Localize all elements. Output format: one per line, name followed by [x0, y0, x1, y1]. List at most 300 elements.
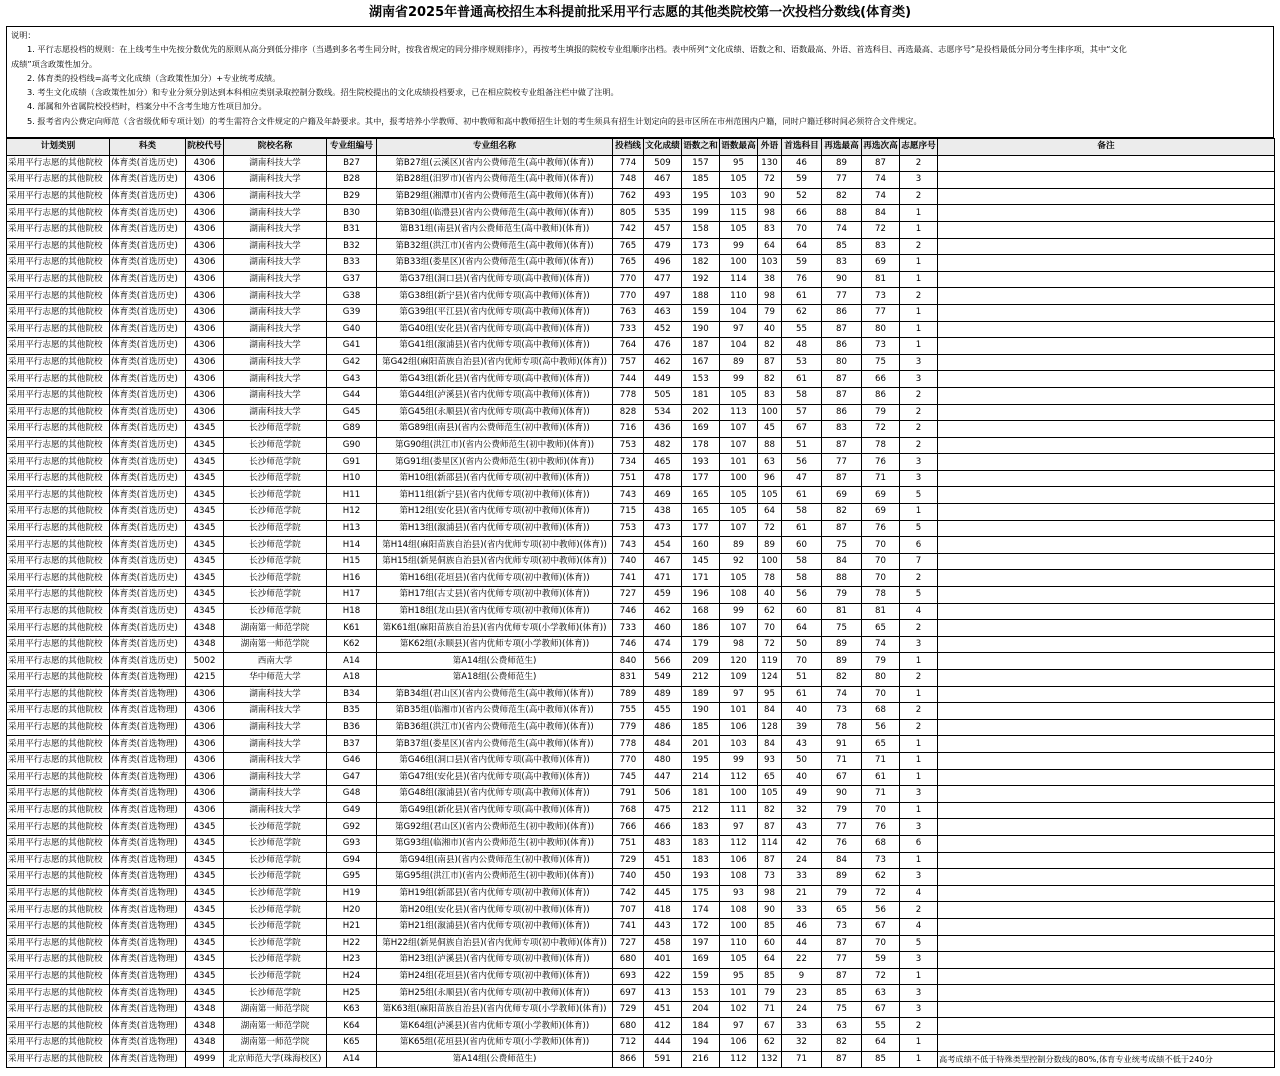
cell-chinese-math-sum: 190 — [682, 321, 720, 338]
note-item-5: 5. 报考省内公费定向师范（含省级优师专项计划）的考生需符合文件规定的户籍及年龄要求。其中，报考培养小学教师、初中教师和高中教师招生计划的考生须具有招生计划定向的县市区所在市州范围内户籍，同时户籍迁移时间必须符合文件规定。 — [27, 115, 922, 126]
cell-first-subject: 50 — [782, 752, 822, 769]
table-row — [7, 786, 1275, 803]
cell-chinese-math-sum: 177 — [682, 470, 720, 487]
cell-foreign-language: 90 — [758, 188, 782, 205]
table-row — [7, 188, 1275, 205]
cell-second-next: 76 — [862, 520, 900, 537]
cell-school-name: 湖南科技大学 — [224, 736, 327, 753]
cell-second-next: 83 — [862, 238, 900, 255]
cell-school-name: 北京师范大学(珠海校区) — [224, 1051, 327, 1068]
cell-second-next: 64 — [862, 1035, 900, 1052]
cell-remarks — [938, 304, 1275, 321]
cell-cutoff-score: 741 — [613, 918, 644, 935]
cell-culture-score: 478 — [644, 470, 682, 487]
cell-first-subject: 61 — [782, 520, 822, 537]
cell-chinese-math-max: 101 — [720, 454, 758, 471]
cell-plan-type: 采用平行志愿的其他院校 — [7, 271, 110, 288]
cell-preference-order: 1 — [900, 752, 938, 769]
cell-group-code: G39 — [327, 304, 377, 321]
cell-group-code: G40 — [327, 321, 377, 338]
cell-school-code: 4345 — [186, 852, 224, 869]
cell-second-max: 85 — [822, 238, 862, 255]
cell-second-next: 85 — [862, 1051, 900, 1068]
cell-school-code: 4345 — [186, 835, 224, 852]
cell-culture-score: 412 — [644, 1018, 682, 1035]
cell-group-name: 第H14组(麻阳苗族自治县)(省内优师专项(初中教师)(体育)) — [377, 537, 613, 554]
cell-group-name: 第K61组(麻阳苗族自治县)(省内优师专项(小学教师)(体育)) — [377, 620, 613, 637]
cell-first-subject: 62 — [782, 304, 822, 321]
cell-cutoff-score: 712 — [613, 1035, 644, 1052]
cell-preference-order: 1 — [900, 221, 938, 238]
cell-school-name: 长沙师范学院 — [224, 935, 327, 952]
cell-foreign-language: 70 — [758, 620, 782, 637]
cell-plan-type: 采用平行志愿的其他院校 — [7, 769, 110, 786]
cell-remarks — [938, 338, 1275, 355]
cell-chinese-math-sum: 173 — [682, 238, 720, 255]
cell-group-code: H16 — [327, 570, 377, 587]
cell-culture-score: 418 — [644, 902, 682, 919]
table-row — [7, 968, 1275, 985]
table-row — [7, 1051, 1275, 1068]
cell-group-code: G41 — [327, 338, 377, 355]
cell-foreign-language: 79 — [758, 304, 782, 321]
cell-plan-type: 采用平行志愿的其他院校 — [7, 670, 110, 687]
cell-foreign-language: 132 — [758, 1051, 782, 1068]
cell-cutoff-score: 831 — [613, 670, 644, 687]
cell-plan-type: 采用平行志愿的其他院校 — [7, 852, 110, 869]
cell-group-name: 第G47组(安化县)(省内优师专项(高中教师)(体育)) — [377, 769, 613, 786]
cell-second-next: 72 — [862, 885, 900, 902]
cell-group-code: K65 — [327, 1035, 377, 1052]
cell-cutoff-score: 742 — [613, 221, 644, 238]
cell-foreign-language: 98 — [758, 205, 782, 222]
cell-second-next: 66 — [862, 371, 900, 388]
cell-chinese-math-sum: 212 — [682, 670, 720, 687]
cell-group-name: 第G91组(娄星区)(省内公费师范生(初中教师)(体育)) — [377, 454, 613, 471]
cell-chinese-math-max: 101 — [720, 703, 758, 720]
cell-chinese-math-max: 111 — [720, 802, 758, 819]
cell-plan-type: 采用平行志愿的其他院校 — [7, 553, 110, 570]
cell-school-name: 长沙师范学院 — [224, 454, 327, 471]
cell-group-name: 第H19组(新邵县)(省内优师专项(初中教师)(体育)) — [377, 885, 613, 902]
cell-school-name: 湖南第一师范学院 — [224, 636, 327, 653]
cell-chinese-math-max: 105 — [720, 570, 758, 587]
cell-subject-category: 体育类(首选历史) — [110, 653, 186, 670]
cell-school-code: 4306 — [186, 221, 224, 238]
cell-subject-category: 体育类(首选历史) — [110, 172, 186, 189]
cell-group-name: 第A14组(公费师范生) — [377, 653, 613, 670]
note-item-1: 1. 平行志愿投档的规则：在上线考生中先按分数优先的原则从高分到低分排序（当遇到多名考生同分时，按我省规定的同分排序规则排序），再按考生填报的院校专业组顺序出档。表中所列“文化成绩、语数之和、语数最高、外语、首选科目、再选最高、志愿序号”是投档最低分同分考生排序项，其中“文化 — [27, 44, 1127, 55]
cell-chinese-math-sum: 189 — [682, 686, 720, 703]
cell-plan-type: 采用平行志愿的其他院校 — [7, 537, 110, 554]
cell-group-name: 第H10组(新邵县)(省内优师专项(初中教师)(体育)) — [377, 470, 613, 487]
cell-second-next: 87 — [862, 155, 900, 172]
cell-plan-type: 采用平行志愿的其他院校 — [7, 835, 110, 852]
cell-second-max: 87 — [822, 935, 862, 952]
cell-remarks — [938, 155, 1275, 172]
cell-culture-score: 473 — [644, 520, 682, 537]
cell-school-code: 4306 — [186, 255, 224, 272]
cell-preference-order: 2 — [900, 437, 938, 454]
cell-subject-category: 体育类(首选历史) — [110, 520, 186, 537]
cell-second-max: 73 — [822, 918, 862, 935]
table-row — [7, 288, 1275, 305]
cell-culture-score: 474 — [644, 636, 682, 653]
cell-plan-type: 采用平行志愿的其他院校 — [7, 487, 110, 504]
cell-cutoff-score: 697 — [613, 985, 644, 1002]
cell-chinese-math-max: 112 — [720, 769, 758, 786]
cell-first-subject: 24 — [782, 852, 822, 869]
cell-subject-category: 体育类(首选历史) — [110, 437, 186, 454]
cell-school-code: 4345 — [186, 537, 224, 554]
cell-second-next: 69 — [862, 255, 900, 272]
cell-culture-score: 460 — [644, 620, 682, 637]
note-item-1-continued: 成绩”项含政策性加分。 — [11, 58, 98, 69]
cell-remarks — [938, 835, 1275, 852]
cell-plan-type: 采用平行志愿的其他院校 — [7, 752, 110, 769]
cell-first-subject: 60 — [782, 537, 822, 554]
cell-culture-score: 493 — [644, 188, 682, 205]
cell-second-max: 77 — [822, 454, 862, 471]
cell-cutoff-score: 733 — [613, 321, 644, 338]
cell-second-next: 56 — [862, 902, 900, 919]
cell-group-name: 第A18组(公费师范生) — [377, 670, 613, 687]
cell-foreign-language: 79 — [758, 985, 782, 1002]
cell-plan-type: 采用平行志愿的其他院校 — [7, 221, 110, 238]
cell-group-name: 第G45组(永顺县)(省内优师专项(高中教师)(体育)) — [377, 404, 613, 421]
cell-subject-category: 体育类(首选物理) — [110, 869, 186, 886]
table-row — [7, 1035, 1275, 1052]
cell-first-subject: 33 — [782, 902, 822, 919]
table-row — [7, 736, 1275, 753]
cell-plan-type: 采用平行志愿的其他院校 — [7, 288, 110, 305]
cell-culture-score: 454 — [644, 537, 682, 554]
cell-first-subject: 71 — [782, 1051, 822, 1068]
cell-foreign-language: 87 — [758, 354, 782, 371]
cell-plan-type: 采用平行志愿的其他院校 — [7, 587, 110, 604]
cell-cutoff-score: 755 — [613, 703, 644, 720]
cell-chinese-math-sum: 172 — [682, 918, 720, 935]
cell-group-code: H13 — [327, 520, 377, 537]
cell-second-max: 80 — [822, 354, 862, 371]
cell-remarks — [938, 869, 1275, 886]
table-row — [7, 304, 1275, 321]
cell-group-name: 第G95组(洪江市)(省内公费师范生(初中教师)(体育)) — [377, 869, 613, 886]
cell-subject-category: 体育类(首选历史) — [110, 238, 186, 255]
cell-second-next: 72 — [862, 421, 900, 438]
cell-second-next: 55 — [862, 1018, 900, 1035]
cell-subject-category: 体育类(首选历史) — [110, 587, 186, 604]
cell-group-name: 第H18组(龙山县)(省内优师专项(初中教师)(体育)) — [377, 603, 613, 620]
cell-plan-type: 采用平行志愿的其他院校 — [7, 570, 110, 587]
cell-foreign-language: 60 — [758, 935, 782, 952]
cell-school-name: 湖南科技大学 — [224, 719, 327, 736]
cell-cutoff-score: 733 — [613, 620, 644, 637]
cell-chinese-math-sum: 145 — [682, 553, 720, 570]
cell-school-name: 湖南科技大学 — [224, 221, 327, 238]
cell-plan-type: 采用平行志愿的其他院校 — [7, 902, 110, 919]
cell-school-code: 4345 — [186, 603, 224, 620]
cell-subject-category: 体育类(首选物理) — [110, 686, 186, 703]
cell-first-subject: 61 — [782, 487, 822, 504]
cell-foreign-language: 82 — [758, 338, 782, 355]
cell-preference-order: 1 — [900, 769, 938, 786]
cell-preference-order: 2 — [900, 421, 938, 438]
table-row — [7, 205, 1275, 222]
table-row — [7, 321, 1275, 338]
cell-culture-score: 413 — [644, 985, 682, 1002]
table-row — [7, 155, 1275, 172]
cell-cutoff-score: 727 — [613, 935, 644, 952]
cell-foreign-language: 89 — [758, 537, 782, 554]
cell-first-subject: 51 — [782, 437, 822, 454]
cell-plan-type: 采用平行志愿的其他院校 — [7, 703, 110, 720]
cell-plan-type: 采用平行志愿的其他院校 — [7, 421, 110, 438]
cell-first-subject: 33 — [782, 1018, 822, 1035]
cell-school-code: 4345 — [186, 902, 224, 919]
cell-second-max: 76 — [822, 835, 862, 852]
cell-foreign-language: 87 — [758, 819, 782, 836]
table-row — [7, 719, 1275, 736]
cell-school-code: 4345 — [186, 454, 224, 471]
table-row — [7, 404, 1275, 421]
cell-second-max: 87 — [822, 520, 862, 537]
cell-school-name: 湖南科技大学 — [224, 155, 327, 172]
cell-subject-category: 体育类(首选历史) — [110, 603, 186, 620]
cell-plan-type: 采用平行志愿的其他院校 — [7, 155, 110, 172]
cell-culture-score: 450 — [644, 869, 682, 886]
cell-chinese-math-max: 104 — [720, 338, 758, 355]
cell-school-name: 湖南科技大学 — [224, 371, 327, 388]
cell-chinese-math-sum: 195 — [682, 752, 720, 769]
cell-subject-category: 体育类(首选历史) — [110, 155, 186, 172]
column-header-second-max: 再选最高 — [822, 139, 862, 156]
cell-subject-category: 体育类(首选物理) — [110, 670, 186, 687]
cell-foreign-language: 87 — [758, 852, 782, 869]
cell-foreign-language: 105 — [758, 786, 782, 803]
cell-cutoff-score: 778 — [613, 387, 644, 404]
cell-group-code: G42 — [327, 354, 377, 371]
cell-plan-type: 采用平行志愿的其他院校 — [7, 504, 110, 521]
cell-chinese-math-max: 104 — [720, 304, 758, 321]
cell-second-max: 77 — [822, 172, 862, 189]
cell-chinese-math-max: 95 — [720, 155, 758, 172]
cell-preference-order: 3 — [900, 1001, 938, 1018]
cell-preference-order: 3 — [900, 454, 938, 471]
table-body — [7, 155, 1275, 1068]
table-row — [7, 371, 1275, 388]
cell-group-code: B32 — [327, 238, 377, 255]
cell-second-next: 81 — [862, 271, 900, 288]
cell-first-subject: 46 — [782, 918, 822, 935]
cell-foreign-language: 83 — [758, 221, 782, 238]
cell-school-code: 4345 — [186, 918, 224, 935]
cell-chinese-math-max: 100 — [720, 918, 758, 935]
cell-chinese-math-sum: 175 — [682, 885, 720, 902]
cell-school-code: 4306 — [186, 271, 224, 288]
cell-remarks — [938, 470, 1275, 487]
cell-culture-score: 452 — [644, 321, 682, 338]
cell-chinese-math-max: 97 — [720, 1018, 758, 1035]
cell-preference-order: 1 — [900, 1035, 938, 1052]
cell-chinese-math-max: 89 — [720, 354, 758, 371]
cell-foreign-language: 73 — [758, 869, 782, 886]
cell-preference-order: 7 — [900, 553, 938, 570]
cell-group-name: 第B31组(南县)(省内公费师范生(高中教师)(体育)) — [377, 221, 613, 238]
cell-preference-order: 1 — [900, 304, 938, 321]
cell-culture-score: 549 — [644, 670, 682, 687]
cell-chinese-math-sum: 192 — [682, 271, 720, 288]
cell-chinese-math-max: 105 — [720, 504, 758, 521]
cell-school-code: 4345 — [186, 553, 224, 570]
cell-preference-order: 4 — [900, 603, 938, 620]
cell-culture-score: 443 — [644, 918, 682, 935]
column-header-school-code: 院校代号 — [186, 139, 224, 156]
cell-chinese-math-max: 115 — [720, 205, 758, 222]
cell-chinese-math-sum: 183 — [682, 852, 720, 869]
cell-subject-category: 体育类(首选历史) — [110, 504, 186, 521]
cell-foreign-language: 96 — [758, 470, 782, 487]
cell-chinese-math-sum: 159 — [682, 304, 720, 321]
cell-culture-score: 480 — [644, 752, 682, 769]
table-row — [7, 819, 1275, 836]
cell-foreign-language: 62 — [758, 603, 782, 620]
cell-foreign-language: 128 — [758, 719, 782, 736]
cell-culture-score: 483 — [644, 835, 682, 852]
cell-school-name: 湖南科技大学 — [224, 802, 327, 819]
column-header-subject-category: 科类 — [110, 139, 186, 156]
cell-first-subject: 57 — [782, 404, 822, 421]
cell-foreign-language: 85 — [758, 968, 782, 985]
table-row — [7, 653, 1275, 670]
cell-school-name: 长沙师范学院 — [224, 437, 327, 454]
cell-school-code: 4345 — [186, 520, 224, 537]
cell-cutoff-score: 707 — [613, 902, 644, 919]
notes-label: 说明： — [11, 30, 36, 40]
cell-group-name: 第G44组(泸溪县)(省内优师专项(高中教师)(体育)) — [377, 387, 613, 404]
cell-first-subject: 70 — [782, 653, 822, 670]
cell-school-code: 4306 — [186, 288, 224, 305]
cell-preference-order: 1 — [900, 321, 938, 338]
cell-cutoff-score: 778 — [613, 736, 644, 753]
cell-school-code: 4345 — [186, 504, 224, 521]
cell-first-subject: 43 — [782, 736, 822, 753]
cell-preference-order: 5 — [900, 935, 938, 952]
cell-preference-order: 1 — [900, 271, 938, 288]
cell-chinese-math-max: 113 — [720, 404, 758, 421]
cell-remarks — [938, 670, 1275, 687]
cell-group-code: K64 — [327, 1018, 377, 1035]
cell-subject-category: 体育类(首选物理) — [110, 835, 186, 852]
cell-group-code: B36 — [327, 719, 377, 736]
cell-culture-score: 438 — [644, 504, 682, 521]
cell-culture-score: 451 — [644, 1001, 682, 1018]
cell-second-next: 75 — [862, 354, 900, 371]
cell-preference-order: 3 — [900, 470, 938, 487]
cell-subject-category: 体育类(首选物理) — [110, 852, 186, 869]
cell-chinese-math-max: 95 — [720, 968, 758, 985]
cell-foreign-language: 38 — [758, 271, 782, 288]
cell-second-max: 63 — [822, 1018, 862, 1035]
cell-second-max: 87 — [822, 387, 862, 404]
cell-remarks — [938, 935, 1275, 952]
cell-second-next: 69 — [862, 504, 900, 521]
cell-plan-type: 采用平行志愿的其他院校 — [7, 636, 110, 653]
cell-second-max: 79 — [822, 802, 862, 819]
cell-culture-score: 591 — [644, 1051, 682, 1068]
cell-second-max: 88 — [822, 205, 862, 222]
cell-group-code: B27 — [327, 155, 377, 172]
cell-group-code: B30 — [327, 205, 377, 222]
cell-plan-type: 采用平行志愿的其他院校 — [7, 338, 110, 355]
cell-first-subject: 58 — [782, 553, 822, 570]
cell-school-name: 湖南科技大学 — [224, 786, 327, 803]
cell-subject-category: 体育类(首选物理) — [110, 786, 186, 803]
cell-chinese-math-max: 102 — [720, 1001, 758, 1018]
cell-plan-type: 采用平行志愿的其他院校 — [7, 603, 110, 620]
cell-remarks — [938, 570, 1275, 587]
cell-preference-order: 1 — [900, 686, 938, 703]
cell-remarks — [938, 1018, 1275, 1035]
cell-second-max: 87 — [822, 321, 862, 338]
cell-group-name: 第G40组(安化县)(省内优师专项(高中教师)(体育)) — [377, 321, 613, 338]
cell-school-code: 4306 — [186, 686, 224, 703]
cell-first-subject: 59 — [782, 172, 822, 189]
cell-cutoff-score: 753 — [613, 437, 644, 454]
cell-first-subject: 22 — [782, 952, 822, 969]
cell-remarks — [938, 172, 1275, 189]
column-header-second-next: 再选次高 — [862, 139, 900, 156]
cell-first-subject: 50 — [782, 636, 822, 653]
table-row — [7, 952, 1275, 969]
cell-chinese-math-sum: 157 — [682, 155, 720, 172]
cell-cutoff-score: 779 — [613, 719, 644, 736]
cell-preference-order: 3 — [900, 354, 938, 371]
cell-plan-type: 采用平行志愿的其他院校 — [7, 802, 110, 819]
table-row — [7, 504, 1275, 521]
table-row — [7, 852, 1275, 869]
cell-school-code: 4306 — [186, 719, 224, 736]
cell-foreign-language: 82 — [758, 802, 782, 819]
cell-second-max: 87 — [822, 470, 862, 487]
cell-group-name: 第G39组(平江县)(省内优师专项(高中教师)(体育)) — [377, 304, 613, 321]
cell-subject-category: 体育类(首选历史) — [110, 470, 186, 487]
cell-school-code: 4306 — [186, 703, 224, 720]
cell-culture-score: 477 — [644, 271, 682, 288]
cell-foreign-language: 100 — [758, 553, 782, 570]
cell-remarks: 高考成绩不低于特殊类型控制分数线的80%,体育专业统考成绩不低于240分 — [938, 1051, 1275, 1068]
cell-chinese-math-max: 114 — [720, 271, 758, 288]
cell-second-max: 75 — [822, 1001, 862, 1018]
cell-cutoff-score: 744 — [613, 371, 644, 388]
cell-cutoff-score: 763 — [613, 304, 644, 321]
cell-school-name: 湖南科技大学 — [224, 255, 327, 272]
cell-culture-score: 447 — [644, 769, 682, 786]
cell-second-next: 73 — [862, 288, 900, 305]
cell-subject-category: 体育类(首选历史) — [110, 188, 186, 205]
cell-school-name: 长沙师范学院 — [224, 952, 327, 969]
cell-cutoff-score: 770 — [613, 752, 644, 769]
cell-second-next: 84 — [862, 205, 900, 222]
table-row — [7, 935, 1275, 952]
cell-preference-order: 2 — [900, 155, 938, 172]
table-row — [7, 636, 1275, 653]
cell-preference-order: 2 — [900, 670, 938, 687]
cell-cutoff-score: 770 — [613, 288, 644, 305]
cell-chinese-math-sum: 153 — [682, 371, 720, 388]
cell-group-name: 第B30组(临澧县)(省内公费师范生(高中教师)(体育)) — [377, 205, 613, 222]
cell-preference-order: 3 — [900, 952, 938, 969]
